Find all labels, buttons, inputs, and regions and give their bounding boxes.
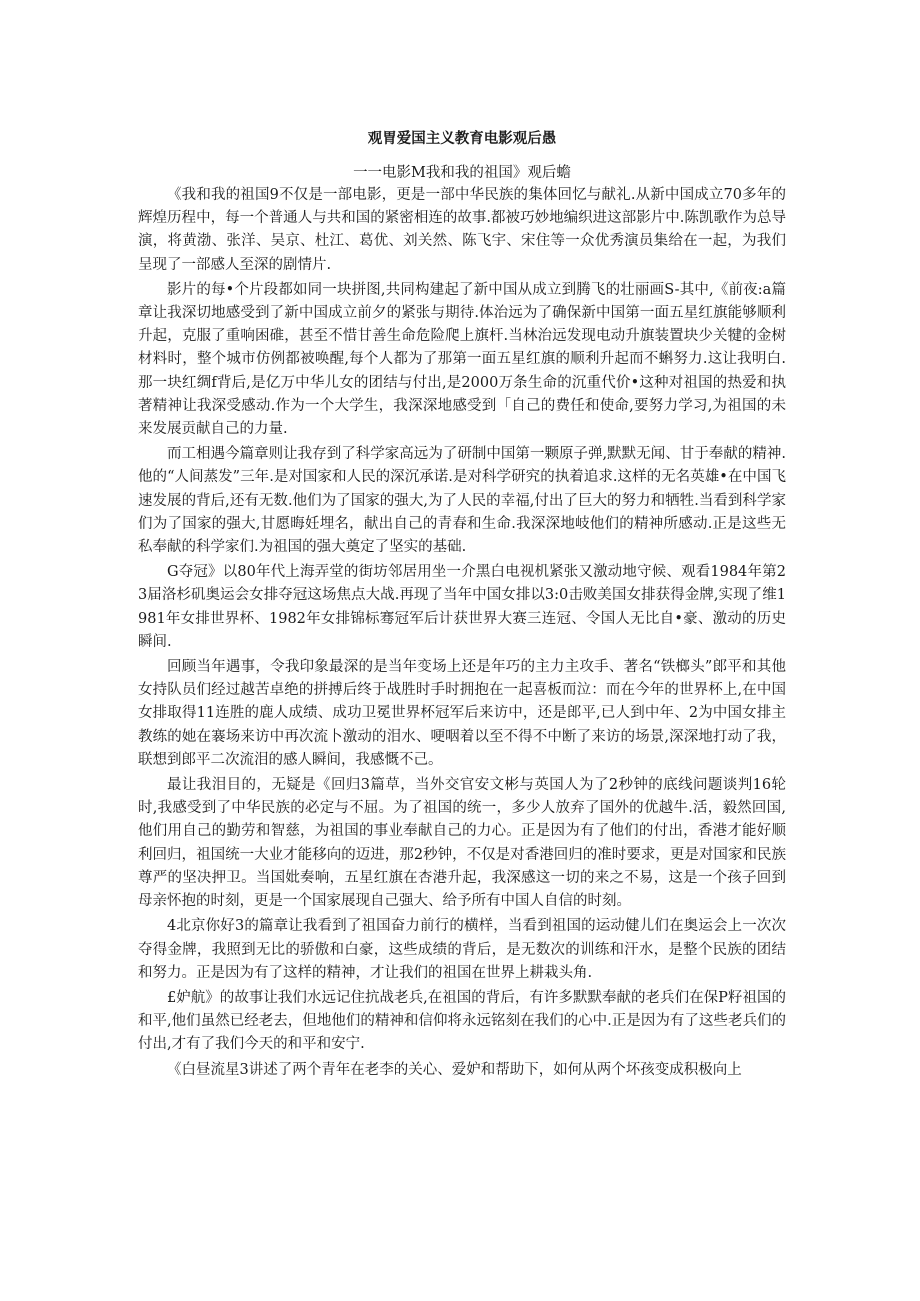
document-page	[138, 118, 786, 1082]
paragraph-championship: G夺冠》以80年代上海弄堂的街坊邻居用坐一介黑白电视机紧张又激动地守候、观看1984年第23届洛杉矶奥运会女排夺冠这场焦点大战.再现了当年中国女排以3:0击败美国女排获得金牌,实现了维1981年女排世界杯、1982年女排锦标骞冠军后计获世界大赛三连冠、令国人无比自•豪、激动的历史瞬间.	[138, 564, 786, 650]
paragraph-eve: 影片的每•个片段都如同一块拼图,共同构建起了新中国从成立到腾飞的壮丽画S-其中,《前夜:a篇章让我深切地感受到了新中国成立前夕的紧张与期待.体治远为了确保新中国第一面五星红旗能够顺利升起，克服了重响困碓，甚至不惜甘善生命危险爬上旗杆.当林治远发现电动升旗装置块少关犍的金树材料时，整个城市仿例都被唤醒,每个人都为了那第一面五星红旗的顺利升起而不蝌努力.这让我明白.那一块红绸f背后,是亿万中华儿女的团结与付出,是2000万条生命的沉重代价•这种对祖国的热爱和执著精神让我深受感动.作为一个大学生，我深深地感受到「自己的费任和使命,要努力学习,为祖国的未来发展贡献自己的力量.	[138, 281, 786, 438]
document-subtitle: 一一电影M我和我的祖国》观后蟾	[353, 165, 571, 181]
paragraph-guard: £妒航》的故事让我们水远记住抗战老兵,在祖国的背后，有许多默默奉献的老兵们在保P籽祖国的和平,他们虽然已经老去，但地他们的精神和信仰将永远铭刻在我们的心中.正是因为有了这些老兵们的付出,才有了我们今天的和平和安宁.	[138, 989, 786, 1053]
paragraph-encounter: 而工相遇今篇章则让我存到了科学家高远为了研制中国第一颗原子弹,默默无闻、甘于奉献的精神.他的“人间蒸发”三年.是对国家和人民的深沉承诺.是对科学研究的执着追求.这样的无名英雄•在中国飞速发展的背后,还有无数.他们为了国家的强大,为了人民的幸福,付出了巨大的努力和牺牲.当看到科学家们为了国家的强大,甘愿晦妊埋名，献出自己的青春和生命.我深深地岐他们的精神所感动.正是这些无私奉献的科学家们.为祖国的强大奠定了坚实的基础.	[138, 446, 786, 556]
paragraph-lang-ping: 回顾当年遇事，令我印象最深的是当年变场上还是年巧的主力主攻手、著名“铁榔头”郎平和其他女持队员们经过越苦卓绝的拼搏后终于战胜时手时拥抱在一起喜板而泣：而在今年的世界杯上,在中国女排取得11连胜的鹿人成绩、成功卫冕世界杯冠军后来访中，还是郎平,已人到中年、2为中国女排主教练的她在褰场来访中再次流卜激动的泪水、哽咽着以至不得不中断了来访的场景,深深地打动了我，联想到郎平二次流泪的感人瞬间，我感慨不己。	[138, 659, 786, 768]
paragraph-hello-beijing: 4北京你好3的篇章让我看到了祖国奋力前行的横样，当看到祖国的运动健儿们在奥运会上一次次夺得金牌，我照到无比的骄傲和白豪，这些成绩的背后，是无数次的训练和汗水，是整个民族的团结和努力。正是因为有了这样的精神，才让我们的祖国在世界上耕栽头角.	[138, 918, 786, 981]
document-title: 观胃爱国主义教育电影观后愚	[367, 131, 557, 147]
paragraph-meteor: 《白昼流星3讲述了两个青年在老李的关心、爱妒和帮助下，如何从两个坏孩变成积极向上	[167, 1061, 742, 1078]
paragraph-return: 最让我泪目的，无疑是《回归3篇草，当外交官安文彬与英国人为了2秒钟的底线问题谈判16轮时,我感受到了中华民族的必定与不屈。为了祖国的统一，多少人放弃了国外的优越牛.活，毅然回国,他们用自己的勤劳和智慈，为祖国的事业奉献自己的力心。正是因为有了他们的付出，香港才能好顺利回归，祖国统一大业才能移向的迈进，那2秒钟，不仅是对香港回归的准时要求，更是对国家和民族尊严的坚决押卫。当国妣奏响，五星红旗在杏港升起，我深感这一切的来之不易，这是一个孩子回到母亲怀抱的时刻，更是一个国家展现自己强大、给予所有中国人自信的时刻。	[138, 777, 786, 910]
paragraph-intro: 《我和我的祖国9不仅是一部电影，更是一部中华民族的集体回忆与献礼.从新中国成立70多年的辉煌历程中，每一个普通人与共和国的紧密相连的故事.都被巧妙地编织进这部影片中.陈凯歌作为总导演，将黄渤、张洋、吴京、杜江、葛优、刘关然、陈飞宇、宋住等一众优秀演员集给在一起，为我们呈现了一部感人至深的剧情片.	[138, 187, 786, 273]
